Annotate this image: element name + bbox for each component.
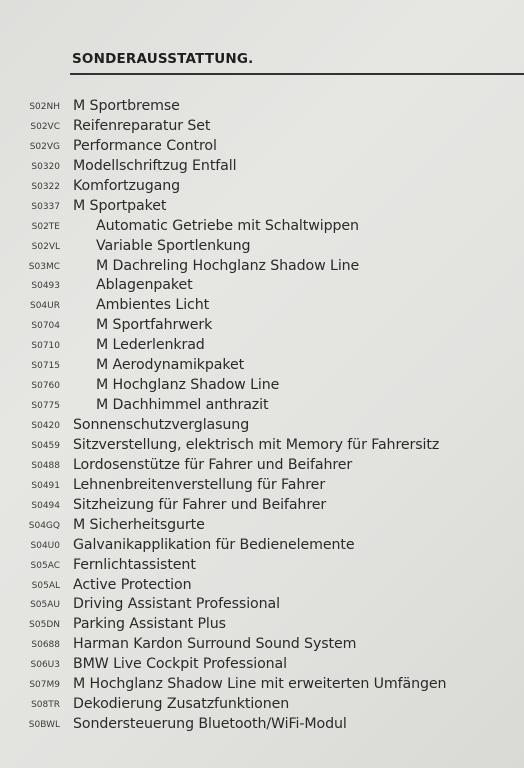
equipment-subitem [0, 336, 524, 356]
option-label: Harman Kardon Surround Sound System [73, 636, 357, 653]
option-label: Sondersteuerung Bluetooth/WiFi-Modul [73, 716, 347, 733]
option-label: Active Protection [73, 576, 192, 593]
option-label: Performance Control [73, 137, 217, 154]
title-underline [70, 73, 524, 75]
option-code: S04UR [29, 301, 60, 312]
option-code: S07M9 [29, 680, 60, 691]
section-title: SONDERAUSSTATTUNG. [72, 51, 254, 67]
option-code: S0459 [31, 440, 60, 451]
equipment-subitem [0, 217, 524, 237]
option-code: S0320 [31, 161, 60, 172]
option-label: Ablagenpaket [96, 277, 193, 294]
equipment-item [0, 536, 524, 556]
equipment-subitem [0, 276, 524, 296]
equipment-subitem [0, 316, 524, 336]
equipment-item [0, 655, 524, 675]
equipment-item [0, 117, 524, 137]
option-code: S04U0 [30, 540, 60, 551]
equipment-subitem [0, 257, 524, 277]
option-code: S02NH [29, 102, 60, 112]
option-code: S0493 [31, 281, 60, 292]
option-label: M Hochglanz Shadow Line [96, 377, 280, 394]
option-label: Komfortzugang [73, 177, 181, 194]
option-code: S0420 [31, 421, 60, 431]
option-code: S02TE [31, 221, 60, 232]
option-label: Dekodierung Zusatzfunktionen [73, 696, 290, 713]
option-code: S04GQ [28, 520, 60, 531]
equipment-item [0, 197, 524, 217]
equipment-item [0, 576, 524, 596]
equipment-item [0, 615, 524, 635]
equipment-item [0, 675, 524, 695]
option-code: S0BWL [28, 720, 60, 731]
option-code: S0494 [31, 500, 60, 511]
option-code: S0322 [31, 181, 60, 192]
option-code: S0337 [31, 201, 60, 212]
option-label: Fernlichtassistent [73, 556, 196, 573]
option-label: Parking Assistant Plus [73, 616, 226, 633]
option-label: Modellschriftzug Entfall [73, 157, 237, 174]
option-code: S05AL [31, 580, 60, 591]
option-label: Variable Sportlenkung [96, 237, 251, 254]
option-code: S0760 [31, 381, 60, 392]
equipment-item [0, 177, 524, 197]
option-code: S0488 [31, 460, 60, 471]
option-code: S0688 [31, 640, 60, 651]
option-code: S0715 [31, 361, 60, 372]
equipment-item [0, 715, 524, 735]
equipment-item [0, 695, 524, 715]
equipment-subitem [0, 376, 524, 396]
option-label: M Dachhimmel anthrazit [96, 397, 269, 414]
equipment-item [0, 516, 524, 536]
equipment-item [0, 436, 524, 456]
option-code: S05DN [29, 620, 60, 631]
equipment-item [0, 556, 524, 576]
equipment-item [0, 416, 524, 436]
option-code: S02VC [30, 121, 60, 132]
option-code: S06U3 [30, 660, 60, 671]
option-label: M Sportbremse [73, 98, 180, 114]
option-code: S0491 [31, 480, 60, 491]
option-label: M Hochglanz Shadow Line mit erweiterten Umfängen [73, 676, 447, 693]
option-label: Lehnenbreitenverstellung für Fahrer [73, 476, 326, 493]
equipment-item [0, 157, 524, 177]
option-code: S08TR [31, 700, 60, 711]
equipment-subitem [0, 396, 524, 416]
option-label: M Lederlenkrad [96, 337, 205, 354]
equipment-list [0, 97, 524, 735]
option-code: S0775 [31, 401, 60, 412]
equipment-item [0, 456, 524, 476]
equipment-item [0, 476, 524, 496]
equipment-item [0, 635, 524, 655]
equipment-item [0, 595, 524, 615]
option-label: Galvanikapplikation für Bedienelemente [73, 536, 355, 553]
equipment-subitem [0, 356, 524, 376]
option-code: S0710 [31, 341, 60, 352]
option-label: M Sportfahrwerk [96, 317, 213, 334]
option-label: M Dachreling Hochglanz Shadow Line [96, 257, 360, 274]
option-label: M Aerodynamikpaket [96, 357, 245, 374]
option-label: Lordosenstütze für Fahrer und Beifahrer [73, 456, 353, 473]
option-label: BMW Live Cockpit Professional [73, 656, 287, 673]
option-label: Sonnenschutzverglasung [73, 417, 250, 433]
equipment-item [0, 137, 524, 157]
equipment-subitem [0, 237, 524, 257]
option-code: S02VG [29, 141, 60, 152]
option-code: S03MC [28, 261, 60, 272]
equipment-subitem [0, 296, 524, 316]
equipment-item [0, 97, 524, 117]
option-code: S05AU [30, 600, 60, 611]
option-code: S02VL [31, 241, 60, 252]
option-label: Reifenreparatur Set [73, 117, 211, 134]
option-label: Driving Assistant Professional [73, 596, 280, 613]
equipment-item [0, 496, 524, 516]
option-label: Ambientes Licht [96, 297, 210, 314]
option-label: M Sicherheitsgurte [73, 516, 205, 533]
option-code: S05AC [30, 560, 60, 571]
option-label: Sitzheizung für Fahrer und Beifahrer [73, 496, 327, 513]
option-code: S0704 [31, 321, 60, 332]
option-label: M Sportpaket [73, 197, 167, 214]
option-label: Sitzverstellung, elektrisch mit Memory für Fahrersitz [73, 436, 440, 453]
option-label: Automatic Getriebe mit Schaltwippen [96, 217, 359, 234]
